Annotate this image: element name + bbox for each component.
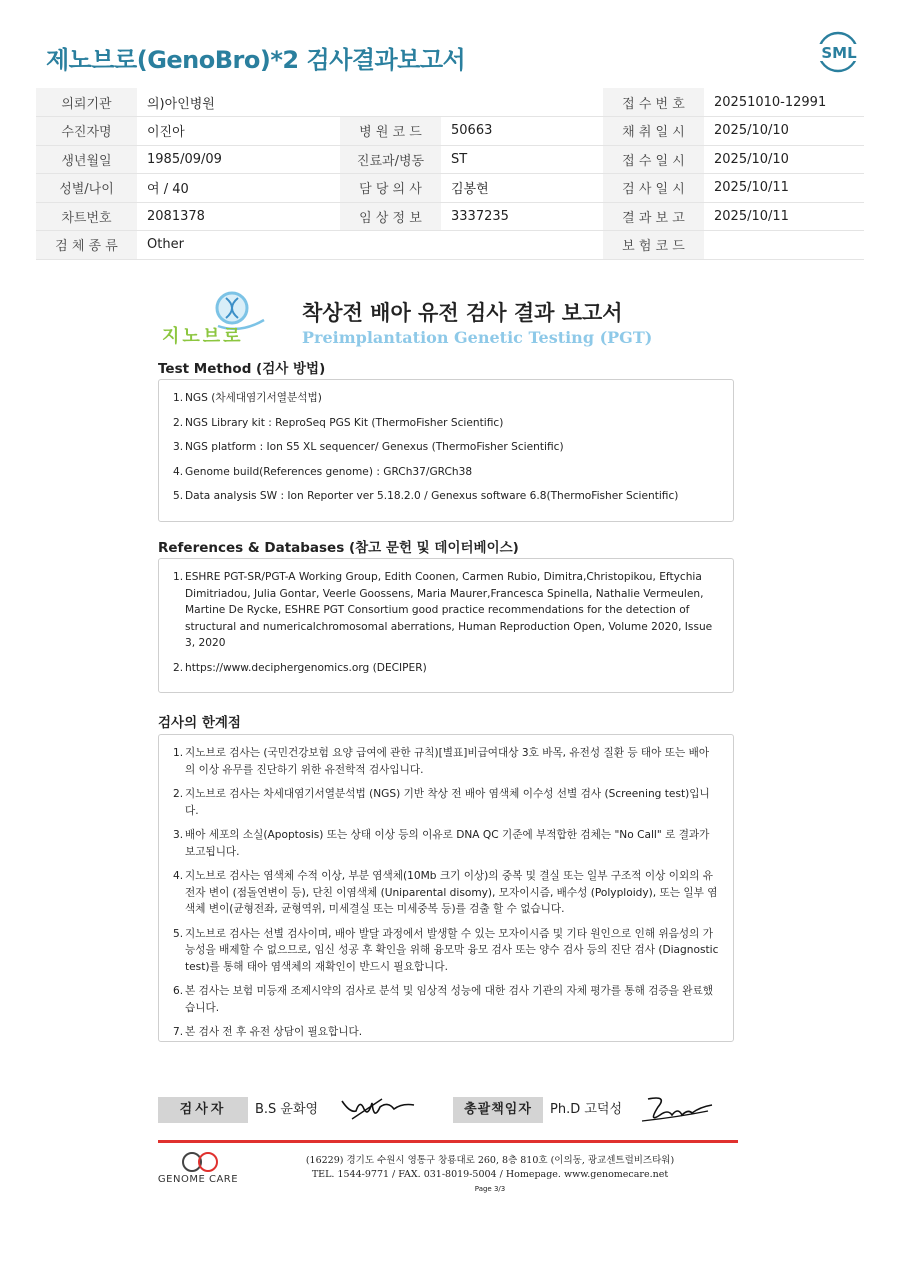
genobro-logo-text: 지노브로	[162, 326, 244, 347]
footer-contact: TEL. 1544-9771 / FAX. 031-8019-5004 / Homepage. www.genomecare.net	[311, 1169, 669, 1180]
patient-field-label: 의뢰기관	[36, 88, 137, 117]
list-item-number: 5.	[173, 927, 184, 940]
patient-field-value: 김봉현	[441, 174, 603, 203]
test-method-heading: Test Method (검사 방법)	[158, 361, 326, 377]
list-item	[173, 745, 719, 778]
list-item-text: https://www.deciphergenomics.org (DECIPER)	[185, 661, 427, 674]
tester-name: B.S 윤화영	[255, 1102, 319, 1117]
list-item-number: 4.	[173, 465, 184, 478]
list-item	[173, 660, 719, 677]
patient-field-label: 검 체 종 류	[36, 231, 137, 260]
references-box	[158, 558, 734, 693]
list-item-text: 본 검사는 보험 미등재 조제시약의 검사로 분석 및 임상적 성능에 대한 검사 기관의 자체 평가를 통해 검증을 완료했습니다.	[185, 985, 713, 1014]
list-item-text: Genome build(References genome) : GRCh37/GRCh38	[185, 465, 473, 478]
patient-field-value: 의)아인병원	[137, 88, 340, 117]
list-item-text: 지노브로 검사는 염색체 수적 이상, 부분 염색체(10Mb 크기 이상)의 중복 및 결실 또는 일부 구조적 이상 이외의 유전자 변이 (점돌연변이 등), 단친 이염색체 (Uniparental disomy), 모자이시즘, 배수성 (Polyploidy), 또는 일부 염색체 변이(균형전좌, 균형역위, 미세결실 또는 미세중복 등)를 검출 할 수 없습니다.	[185, 870, 718, 915]
signature-row	[158, 1097, 738, 1123]
list-item-number: 1.	[173, 747, 184, 759]
patient-field-value: ST	[441, 145, 603, 174]
patient-field-label	[340, 231, 441, 260]
list-item-text: NGS platform : Ion S5 XL sequencer/ Genexus (ThermoFisher Scientific)	[185, 441, 564, 453]
patient-row	[36, 231, 864, 260]
patient-field-value: 3337235	[441, 202, 603, 231]
patient-field-value	[704, 231, 864, 260]
list-item-text: 지노브로 검사는 차세대염기서열분석법 (NGS) 기반 착상 전 배아 염색체 이수성 선별 검사 (Screening test)입니다.	[185, 788, 710, 817]
patient-row	[36, 145, 864, 174]
document-title: 제노브로(GenoBro)*2 검사결과보고서	[46, 46, 466, 74]
patient-field-value: 2025/10/10	[704, 117, 864, 146]
list-item-text: 본 검사 전 후 유전 상담이 필요합니다.	[185, 1026, 363, 1038]
report-title: 착상전 배아 유전 검사 결과 보고서	[302, 301, 623, 325]
patient-field-label: 담 당 의 사	[340, 174, 441, 203]
references-heading: References & Databases (참고 문헌 및 데이터베이스)	[158, 540, 519, 556]
patient-field-label: 수진자명	[36, 117, 137, 146]
patient-field-label: 생년월일	[36, 145, 137, 174]
page-number: Page 3/3	[474, 1185, 506, 1193]
patient-field-label: 결 과 보 고	[603, 202, 704, 231]
patient-field-label: 성별/나이	[36, 174, 137, 203]
list-item-number: 4.	[173, 870, 184, 882]
list-item	[173, 868, 719, 918]
list-item-number: 5.	[173, 490, 184, 502]
patient-field-label	[340, 88, 441, 117]
patient-field-value	[441, 231, 603, 260]
list-item-text: 배아 세포의 소실(Apoptosis) 또는 상태 이상 등의 이유로 DNA QC 기준에 부적합한 검체는 "No Call" 로 결과가 보고됩니다.	[185, 829, 710, 858]
list-item	[173, 569, 719, 652]
patient-field-value: 2025/10/11	[704, 174, 864, 203]
list-item	[173, 390, 719, 407]
director-name: Ph.D 고덕성	[550, 1102, 623, 1117]
patient-field-value: Other	[137, 231, 340, 260]
patient-field-value: 1985/09/09	[137, 145, 340, 174]
patient-field-value: 2025/10/11	[704, 202, 864, 231]
footer-divider	[158, 1140, 738, 1143]
limitations-heading: 검사의 한계점	[158, 715, 241, 731]
patient-row	[36, 174, 864, 203]
limitations-list	[173, 745, 719, 1041]
list-item-number: 3.	[173, 829, 184, 841]
list-item-number: 2.	[173, 788, 184, 800]
patient-field-label: 차트번호	[36, 202, 137, 231]
references-list	[173, 569, 719, 676]
patient-field-label: 보 험 코 드	[603, 231, 704, 260]
patient-field-label: 병 원 코 드	[340, 117, 441, 146]
list-item	[173, 488, 719, 505]
list-item-number: 6.	[173, 985, 184, 997]
list-item-text: 지노브로 검사는 (국민건강보험 요양 급여에 관한 규칙)[별표]비급여대상 3호 바목, 유전성 질환 등 태아 또는 배아의 이상 유무를 진단하기 위한 유전학적 검사입니다.	[185, 747, 710, 776]
patient-field-value: 이진아	[137, 117, 340, 146]
patient-field-value: 2081378	[137, 202, 340, 231]
footer-info	[300, 1154, 680, 1196]
patient-field-value: 50663	[441, 117, 603, 146]
test-method-list	[173, 390, 719, 505]
list-item	[173, 926, 719, 976]
list-item	[173, 464, 719, 481]
test-method-box	[158, 379, 734, 522]
sml-logo-text: SML	[821, 44, 857, 62]
list-item-number: 7.	[173, 1026, 184, 1038]
patient-field-label: 접 수 일 시	[603, 145, 704, 174]
list-item	[173, 415, 719, 432]
patient-row	[36, 202, 864, 231]
list-item	[173, 1024, 719, 1041]
sml-logo	[814, 30, 864, 76]
patient-field-label: 임 상 정 보	[340, 202, 441, 231]
list-item-number: 1.	[173, 571, 184, 583]
list-item-text: Data analysis SW : Ion Reporter ver 5.18.2.0 / Genexus software 6.8(ThermoFisher Scientific)	[185, 490, 679, 502]
patient-field-label: 채 취 일 시	[603, 117, 704, 146]
patient-field-label: 검 사 일 시	[603, 174, 704, 203]
patient-field-label: 진료과/병동	[340, 145, 441, 174]
patient-field-value	[441, 88, 603, 117]
list-item-number: 2.	[173, 416, 184, 429]
list-item-text: NGS (차세대염기서열분석법)	[185, 392, 322, 404]
list-item-text: NGS Library kit : ReproSeq PGS Kit (ThermoFisher Scientific)	[185, 416, 504, 429]
list-item	[173, 439, 719, 456]
patient-field-value: 2025/10/10	[704, 145, 864, 174]
director-signature-icon	[638, 1093, 718, 1127]
director-label: 총괄책임자	[453, 1097, 543, 1123]
patient-field-label: 접 수 번 호	[603, 88, 704, 117]
limitations-box	[158, 734, 734, 1042]
patient-info-table	[36, 88, 864, 260]
list-item-text: ESHRE PGT-SR/PGT-A Working Group, Edith Coonen, Carmen Rubio, Dimitra,Christopikou, Eftychia Dimitriadou, Julia Gontar, Veerle Goossens, Maria Maurer,Francesca Spinella, Nathalie Vermeulen, Martine De Rycke, ESHRE PGT Consortium good practice recommendations for the detection of structural and numericalchromosomal aberrations, Human Reproduction Open, Volume 2020, Issue 3, 2020	[185, 571, 713, 649]
footer-address: (16229) 경기도 수원시 영통구 창룡대로 260, 8층 810호 (이의동, 광교센트럴비즈타워)	[305, 1155, 675, 1166]
tester-label: 검사자	[158, 1097, 248, 1123]
list-item-number: 3.	[173, 441, 184, 453]
list-item-number: 2.	[173, 661, 184, 674]
list-item-number: 1.	[173, 392, 184, 404]
patient-field-value: 여 / 40	[137, 174, 340, 203]
patient-row	[36, 88, 864, 117]
list-item	[173, 983, 719, 1016]
report-subtitle: Preimplantation Genetic Testing (PGT)	[302, 328, 653, 347]
patient-field-value: 20251010-12991	[704, 88, 864, 117]
genome-care-logo-text: GENOME CARE	[157, 1174, 239, 1185]
list-item	[173, 786, 719, 819]
list-item-text: 지노브로 검사는 선별 검사이며, 배아 발달 과정에서 발생할 수 있는 모자이시즘 및 기타 원인으로 인해 위음성의 가능성을 배제할 수 없으므로, 임신 성공 후 확인을 위해 융모막 융모 검사 또는 양수 검사 등의 진단 검사 (Diagnostic test)를 통해 태아 염색체의 재확인이 반드시 필요합니다.	[185, 927, 719, 973]
list-item	[173, 827, 719, 860]
patient-row	[36, 117, 864, 146]
tester-signature-icon	[338, 1093, 418, 1127]
